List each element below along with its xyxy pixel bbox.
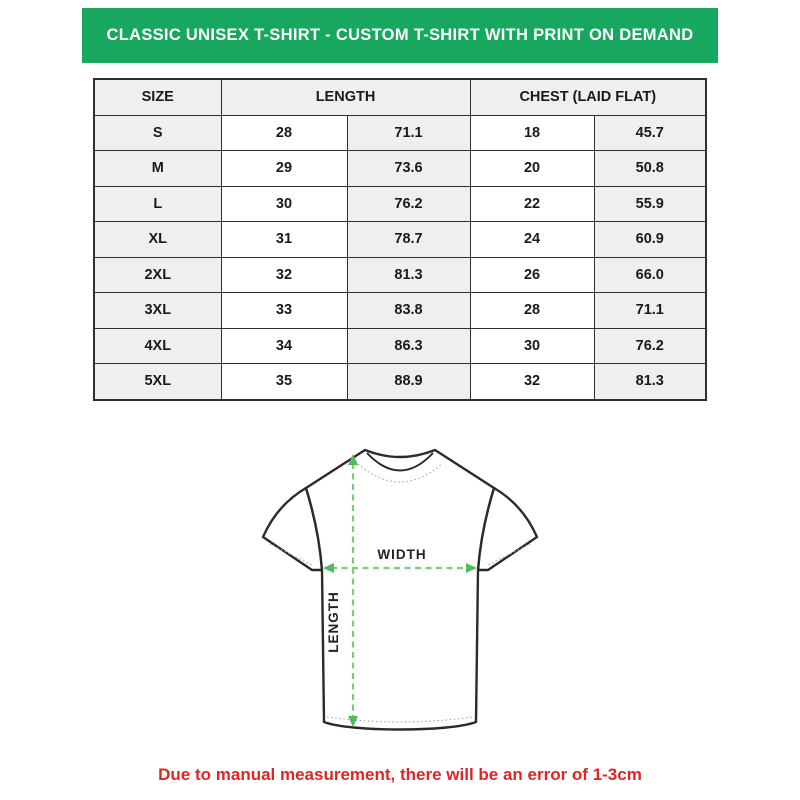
- table-row: [94, 151, 706, 187]
- chest-cm-cell: 50.8: [594, 151, 706, 187]
- table-row: [94, 364, 706, 400]
- length-in-cell: 30: [221, 186, 347, 222]
- length-in-cell: 31: [221, 222, 347, 258]
- chest-cm-cell: 45.7: [594, 115, 706, 151]
- column-header-length: LENGTH: [221, 79, 470, 115]
- length-cm-cell: 71.1: [347, 115, 470, 151]
- size-cell: S: [94, 115, 221, 151]
- table-row: [94, 328, 706, 364]
- chest-in-cell: 24: [470, 222, 594, 258]
- length-cm-cell: 81.3: [347, 257, 470, 293]
- chest-cm-cell: 60.9: [594, 222, 706, 258]
- column-header-size: SIZE: [94, 79, 221, 115]
- chest-in-cell: 22: [470, 186, 594, 222]
- chest-cm-cell: 66.0: [594, 257, 706, 293]
- chest-cm-cell: 81.3: [594, 364, 706, 400]
- size-cell: 5XL: [94, 364, 221, 400]
- length-in-cell: 34: [221, 328, 347, 364]
- chest-in-cell: 32: [470, 364, 594, 400]
- table-row: [94, 293, 706, 329]
- length-in-cell: 32: [221, 257, 347, 293]
- table-row: [94, 186, 706, 222]
- size-cell: 4XL: [94, 328, 221, 364]
- size-chart-table: [93, 78, 707, 401]
- length-in-cell: 33: [221, 293, 347, 329]
- table-header-row: [94, 79, 706, 115]
- length-in-cell: 35: [221, 364, 347, 400]
- column-header-chest: CHEST (LAID FLAT): [470, 79, 706, 115]
- chest-in-cell: 30: [470, 328, 594, 364]
- table-row: [94, 257, 706, 293]
- page-title: CLASSIC UNISEX T-SHIRT - CUSTOM T-SHIRT WITH PRINT ON DEMAND: [106, 26, 694, 44]
- length-in-cell: 28: [221, 115, 347, 151]
- size-cell: M: [94, 151, 221, 187]
- length-cm-cell: 86.3: [347, 328, 470, 364]
- size-cell: XL: [94, 222, 221, 258]
- chest-cm-cell: 55.9: [594, 186, 706, 222]
- chest-in-cell: 28: [470, 293, 594, 329]
- size-cell: L: [94, 186, 221, 222]
- title-banner: [82, 8, 718, 63]
- chest-cm-cell: 76.2: [594, 328, 706, 364]
- tshirt-body: [306, 450, 494, 730]
- length-cm-cell: 78.7: [347, 222, 470, 258]
- table-row: [94, 222, 706, 258]
- length-cm-cell: 88.9: [347, 364, 470, 400]
- length-label: LENGTH: [326, 591, 341, 653]
- length-in-cell: 29: [221, 151, 347, 187]
- size-cell: 2XL: [94, 257, 221, 293]
- table-row: [94, 115, 706, 151]
- chest-in-cell: 20: [470, 151, 594, 187]
- chest-in-cell: 26: [470, 257, 594, 293]
- size-cell: 3XL: [94, 293, 221, 329]
- chest-in-cell: 18: [470, 115, 594, 151]
- width-label: WIDTH: [377, 547, 427, 562]
- chest-cm-cell: 71.1: [594, 293, 706, 329]
- length-cm-cell: 76.2: [347, 186, 470, 222]
- tshirt-measurement-diagram: [250, 438, 550, 740]
- length-cm-cell: 83.8: [347, 293, 470, 329]
- length-cm-cell: 73.6: [347, 151, 470, 187]
- measurement-disclaimer: Due to manual measurement, there will be an error of 1-3cm: [158, 765, 642, 784]
